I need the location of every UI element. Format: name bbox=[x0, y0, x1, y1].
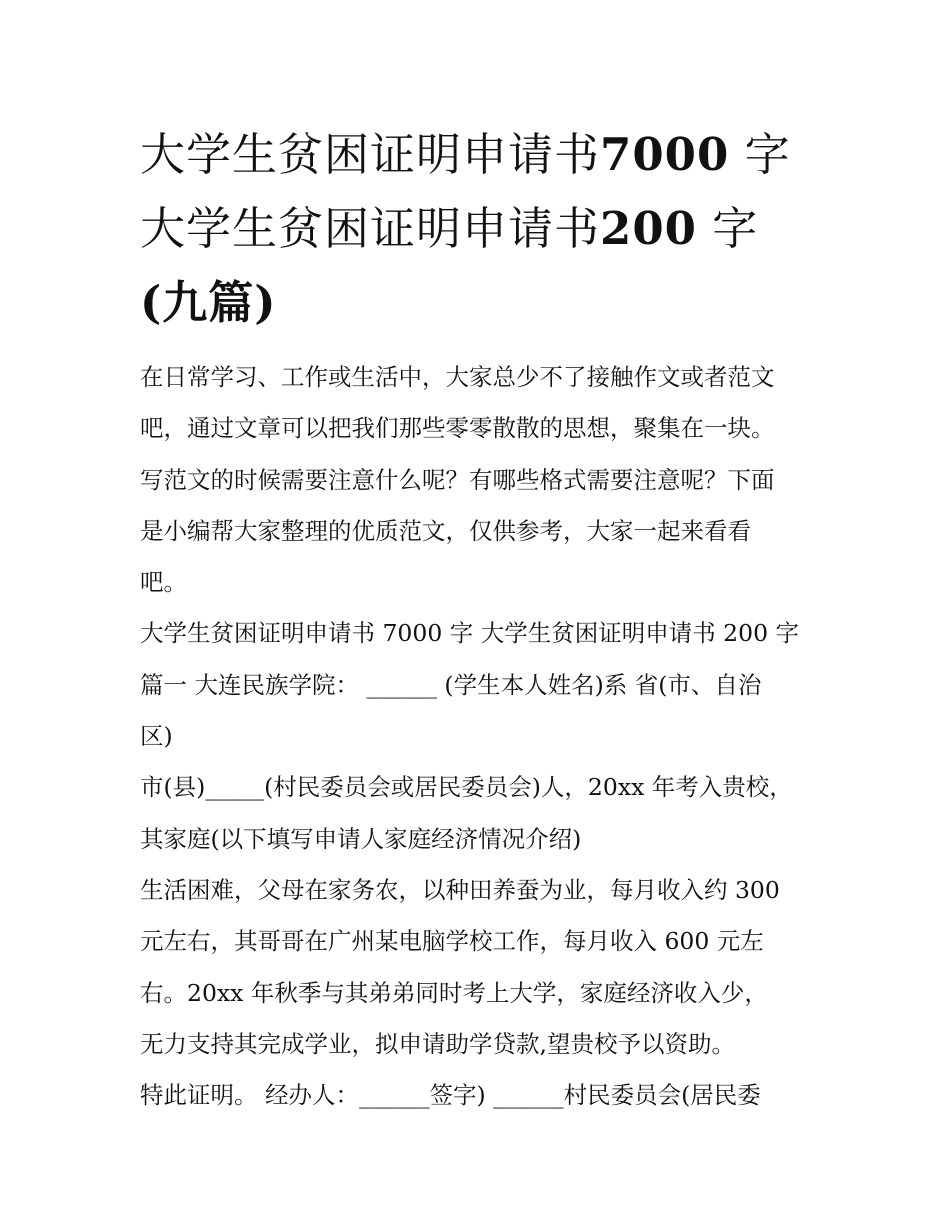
body-line: 区) bbox=[140, 722, 173, 751]
title-number: 200 bbox=[600, 202, 697, 255]
title-number: 7000 bbox=[600, 128, 730, 181]
body-line: 大学生贫困证明申请书 7000 字 大学生贫困证明申请书 200 字 bbox=[140, 619, 800, 648]
document-body bbox=[140, 352, 830, 1121]
body-line: 无力支持其完成学业，拟申请助学贷款,望贵校予以资助。 bbox=[140, 1029, 735, 1058]
body-line: 其家庭(以下填写申请人家庭经济情况介绍) bbox=[140, 824, 582, 853]
title-text: 大学生贫困证明申请书 bbox=[140, 128, 601, 181]
title-line bbox=[140, 192, 830, 266]
title-text: 大学生贫困证明申请书 bbox=[140, 202, 601, 255]
body-line: 写范文的时候需要注意什么呢？有哪些格式需要注意呢？下面 bbox=[140, 465, 775, 494]
title-unit: 字 bbox=[696, 202, 759, 255]
title-subtitle: (九篇) bbox=[140, 276, 277, 329]
body-line: 在日常学习、工作或生活中，大家总少不了接触作文或者范文 bbox=[140, 363, 775, 391]
body-line: 吧，通过文章可以把我们那些零零散散的思想，聚集在一块。 bbox=[140, 414, 775, 443]
title-unit: 字 bbox=[729, 128, 791, 181]
body-line: 右。20xx 年秋季与其弟弟同时考上大学，家庭经济收入少， bbox=[140, 978, 768, 1007]
body-line: 吧。 bbox=[140, 568, 187, 597]
body-line: 市(县)_____(村民委员会或居民委员会)人，20xx 年考入贵校， bbox=[140, 773, 793, 802]
document-title bbox=[140, 118, 830, 340]
body-line: 生活困难，父母在家务农，以种田养蚕为业，每月收入约 300 bbox=[140, 875, 780, 904]
body-line: 特此证明。 经办人：______签字) ______村民委员会(居民委 bbox=[140, 1081, 761, 1110]
title-line bbox=[140, 118, 830, 192]
title-line bbox=[140, 266, 830, 340]
body-line: 是小编帮大家整理的优质范文，仅供参考，大家一起来看看 bbox=[140, 516, 751, 545]
body-line: 篇一 大连民族学院： ______ (学生本人姓名)系 省(市、自治 bbox=[140, 670, 762, 699]
body-line: 元左右，其哥哥在广州某电脑学校工作，每月收入 600 元左 bbox=[140, 927, 764, 956]
